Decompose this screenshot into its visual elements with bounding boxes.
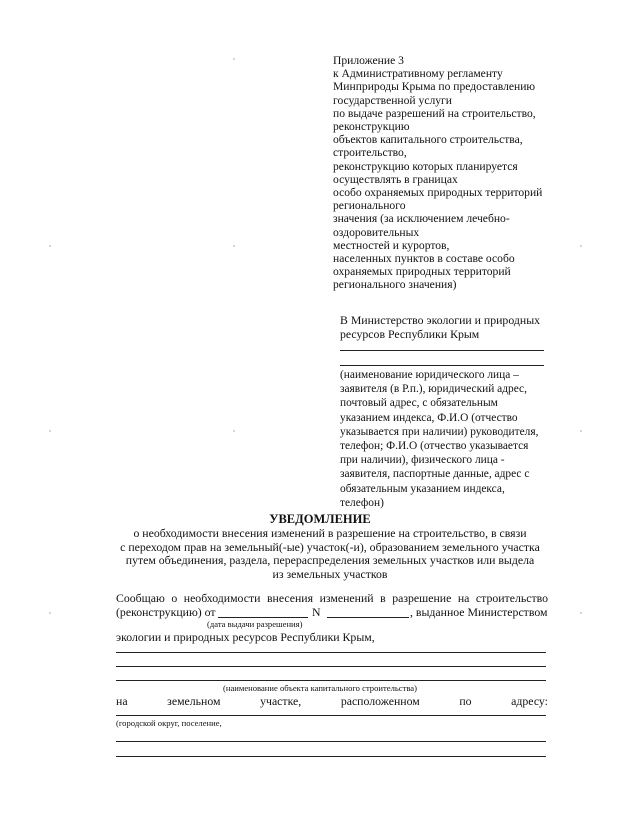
appendix-line: реконструкцию	[333, 120, 410, 134]
address-word: земельном	[167, 694, 221, 708]
object-name-caption: (наименование объекта капитального строительства)	[223, 683, 417, 693]
notice-subtitle	[100, 527, 560, 581]
scan-speck	[233, 245, 235, 247]
scan-speck	[49, 430, 51, 432]
body-line-1: Сообщаю о необходимости внесения изменений в разрешение на строительство	[116, 591, 548, 605]
appendix-line: осуществлять в границах	[333, 172, 458, 186]
appendix-line: местностей и курортов,	[333, 238, 450, 252]
scan-speck	[49, 245, 51, 247]
scan-speck	[580, 245, 582, 247]
appendix-line: государственной услуги	[333, 93, 453, 107]
appendix-header	[333, 54, 563, 292]
body-line-2-start: (реконструкцию) от	[116, 605, 216, 619]
permit-number-field[interactable]	[327, 617, 409, 618]
notice-title: УВЕДОМЛЕНИЕ	[269, 512, 371, 526]
address-word: по	[459, 694, 472, 708]
addressee-block	[340, 313, 560, 341]
appendix-line: охраняемых природных территорий	[333, 265, 511, 279]
addressee-line: ресурсов Республики Крым	[340, 327, 480, 341]
address-field-1[interactable]	[116, 715, 546, 716]
appendix-line: по выдаче разрешений на строительство,	[333, 106, 536, 120]
scan-speck	[233, 58, 235, 60]
appendix-line: особо охраняемых природных территорий	[333, 186, 543, 200]
appendix-line: объектов капитального строительства,	[333, 133, 523, 147]
subtitle-line: путем объединения, раздела, перераспределения земельных участков или выдела	[125, 553, 535, 568]
object-name-field-3[interactable]	[116, 680, 546, 681]
appendix-line: к Административному регламенту	[333, 67, 503, 81]
appendix-line: населенных пунктов в составе особо	[333, 252, 515, 266]
body-line-2-end: , выданное Министерством	[410, 605, 548, 619]
applicant-line: телефон)	[340, 496, 384, 509]
appendix-line: оздоровительных	[333, 225, 420, 239]
address-word: адресу:	[511, 694, 548, 708]
applicant-line: обязательным указанием индекса,	[340, 482, 505, 495]
scan-speck	[580, 430, 582, 432]
scan-speck	[580, 612, 582, 614]
address-word: на	[116, 694, 128, 708]
address-line	[116, 694, 548, 709]
addressee-line: В Министерство экологии и природных	[340, 313, 541, 327]
appendix-line: строительство,	[333, 146, 407, 160]
body-line-3: экологии и природных ресурсов Республики Крым,	[116, 630, 375, 644]
appendix-line: регионального значения)	[333, 278, 457, 292]
appendix-line: реконструкцию которых планируется	[333, 159, 518, 173]
applicant-blank-line-1[interactable]	[340, 350, 544, 351]
appendix-line: Минприроды Крыма по предоставлению	[333, 80, 536, 94]
applicant-line: указывается при наличии) руководителя,	[340, 425, 539, 438]
subtitle-line: с переходом прав на земельный(-ые) участок(-и), образованием земельного участка	[120, 539, 540, 554]
applicant-blank-line-2[interactable]	[340, 365, 544, 366]
address-field-3[interactable]	[116, 756, 546, 757]
object-name-field-2[interactable]	[116, 666, 546, 667]
address-field-2[interactable]	[116, 741, 546, 742]
appendix-line: Приложение 3	[333, 54, 404, 67]
address-word: участке,	[260, 694, 302, 708]
appendix-line: регионального	[333, 199, 406, 213]
address-word: расположенном	[340, 694, 420, 708]
permit-number-label: N	[312, 605, 321, 619]
subtitle-line: из земельных участков	[272, 566, 388, 581]
location-caption: (городской округ, поселение,	[116, 718, 222, 728]
permit-date-caption: (дата выдачи разрешения)	[207, 619, 303, 629]
applicant-line: указанием индекса, Ф.И.О (отчество	[340, 411, 518, 424]
subtitle-line: о необходимости внесения изменений в разрешение на строительство, в связи	[133, 526, 527, 540]
applicant-line: телефон; Ф.И.О (отчество указывается	[340, 440, 529, 453]
applicant-line: почтовый адрес, с обязательным	[340, 397, 498, 410]
applicant-line: заявителя, паспортные данные, адрес с	[340, 468, 530, 481]
applicant-line: заявителя (в Р.п.), юридический адрес,	[340, 383, 527, 396]
appendix-line: значения (за исключением лечебно-	[333, 212, 510, 226]
applicant-caption	[340, 368, 560, 510]
scan-speck	[49, 612, 51, 614]
applicant-line: (наименование юридического лица –	[340, 369, 519, 381]
object-name-field-1[interactable]	[116, 652, 546, 653]
applicant-line: при наличии), физического лица -	[340, 454, 505, 467]
permit-date-field[interactable]	[218, 617, 308, 618]
scan-speck	[233, 430, 235, 432]
